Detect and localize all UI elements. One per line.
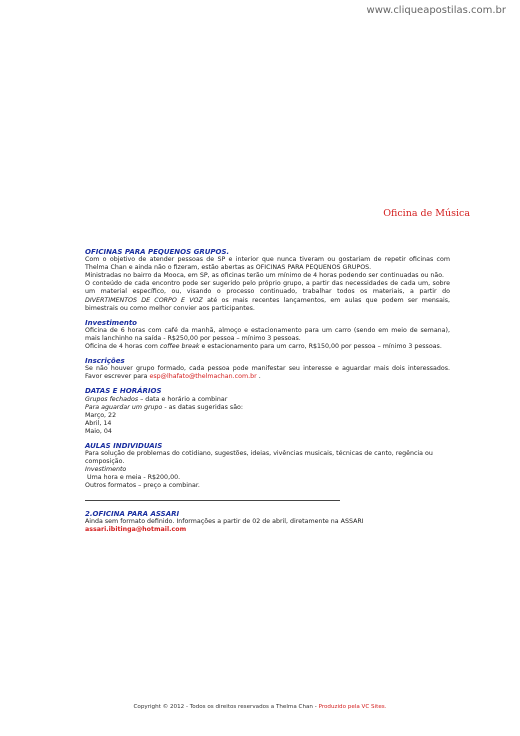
paragraph xyxy=(85,365,450,381)
date-item: Maio, 04 xyxy=(85,427,112,435)
page-title: Oficina de Música xyxy=(383,208,470,219)
text: até os mais recentes lançamentos, em aulas que podem ser mensais, bimestrais ou como melhor convier aos participantes. xyxy=(85,296,450,312)
line xyxy=(85,404,450,412)
paragraph: Ainda sem formato definido. Informações a partir de 02 de abril, diretamente na ASSARI xyxy=(85,517,364,525)
paragraph: Oficina de 6 horas com café da manhã, almoço e estacionamento para um carro (sendo em meio de semana), mais lanchinho na saída - R$250,00 por pessoa – mínimo 3 pessoas. xyxy=(85,326,450,342)
paragraph xyxy=(85,343,450,351)
text-italic: Para aguardar um grupo xyxy=(85,403,163,411)
text-italic: Grupos fechados xyxy=(85,395,139,403)
line xyxy=(85,466,450,474)
date-item: Abril, 14 xyxy=(85,419,112,427)
paragraph: Ministradas no bairro da Mooca, em SP, as oficinas terão um mínimo de 4 horas podendo ser continuadas ou não. xyxy=(85,272,445,280)
section-heading-datas: DATAS E HORÁRIOS xyxy=(85,387,162,396)
date-item: Março, 22 xyxy=(85,411,117,419)
text: - as datas sugeridas são: xyxy=(162,403,244,411)
email-link[interactable]: assari.ibitinga@hotmail.com xyxy=(85,525,187,533)
document-body xyxy=(85,248,450,534)
text: Se não houver grupo formado, cada pessoa pode manifestar seu interesse e aguardar mais dois interessados. Favor escrever para xyxy=(85,365,450,381)
produced-by-link[interactable]: Produzido pela VC Sites. xyxy=(318,704,387,710)
section-heading-assari: 2.OFICINA PARA ASSARI xyxy=(85,509,180,518)
section-heading-inscricoes: Inscrições xyxy=(85,357,125,366)
footer xyxy=(0,704,520,710)
text-italic: coffee break xyxy=(159,343,200,351)
text-italic: DIVERTIMENTOS DE CORPO E VOZ xyxy=(85,296,203,304)
text: . xyxy=(258,373,261,381)
text: O conteúdo de cada encontro pode ser sugerido pelo próprio grupo, a partir das necessidades de cada um, sobre um material específico, ou, visando o processo continuado, trabalhar todos os materiais, a partir do xyxy=(85,280,450,296)
divider xyxy=(85,500,340,501)
section-heading-oficinas: OFICINAS PARA PEQUENOS GRUPOS. xyxy=(85,248,230,256)
text-italic: Investimento xyxy=(85,466,127,474)
section-heading-investimento: Investimento xyxy=(85,318,137,327)
section-heading-aulas: AULAS INDIVIDUAIS xyxy=(85,441,163,450)
text: Oficina de 4 horas com xyxy=(85,343,158,351)
text: – data e horário a combinar xyxy=(140,395,228,403)
line: Uma hora e meia - R$200,00. xyxy=(85,474,181,482)
email-link[interactable]: esp@lhafato@thelmachan.com.br xyxy=(149,373,257,381)
line: Outros formatos – preço a combinar. xyxy=(85,482,200,490)
site-url: www.cliqueapostilas.com.br xyxy=(366,5,506,16)
line xyxy=(85,396,450,404)
paragraph: Com o objetivo de atender pessoas de SP e interior que nunca tiveram ou gostariam de repetir oficinas com Thelma Chan e ainda não o fizeram, estão abertas as OFICINAS PARA PEQUENOS GRUPOS. xyxy=(85,256,450,272)
text: e estacionamento para um carro, R$150,00 por pessoa – mínimo 3 pessoas. xyxy=(201,343,442,351)
paragraph: Para solução de problemas do cotidiano, sugestões, ideias, vivências musicais, técnicas de canto, regência ou composição. xyxy=(85,450,433,466)
copyright-text: Copyright © 2012 - Todos os direitos reservados a Thelma Chan - xyxy=(133,704,317,710)
paragraph xyxy=(85,280,450,312)
